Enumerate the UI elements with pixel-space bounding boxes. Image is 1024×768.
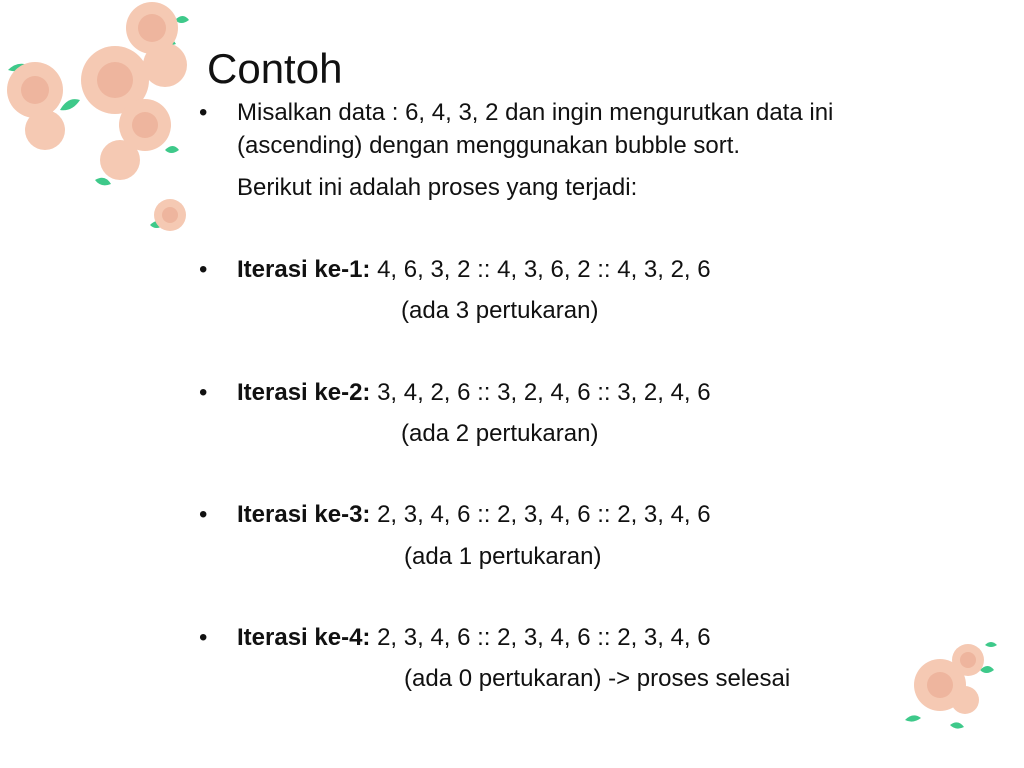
rose-decoration-top-left — [0, 0, 208, 245]
slide-title: Contoh — [207, 45, 343, 93]
bullet-marker: • — [199, 501, 208, 528]
intro-text-line-3: Berikut ini adalah proses yang terjadi: — [237, 174, 638, 201]
iteration-line — [237, 376, 711, 410]
iteration-sequence: 2, 3, 4, 6 :: 2, 3, 4, 6 :: 2, 3, 4, 6 — [370, 624, 711, 651]
iteration-label: Iterasi ke-2: — [237, 379, 371, 406]
rose-icon — [7, 2, 187, 231]
iteration-sequence: 3, 4, 2, 6 :: 3, 2, 4, 6 :: 3, 2, 4, 6 — [370, 379, 711, 406]
intro-text-line-2: (ascending) dengan menggunakan bubble sort. — [237, 132, 741, 159]
iteration-line — [237, 498, 711, 532]
rose-icon — [914, 644, 984, 714]
iteration-sequence: 2, 3, 4, 6 :: 2, 3, 4, 6 :: 2, 3, 4, 6 — [370, 501, 711, 528]
iteration-label: Iterasi ke-3: — [237, 501, 371, 528]
iteration-line — [237, 253, 711, 287]
bullet-marker: • — [199, 379, 208, 406]
iteration-label: Iterasi ke-4: — [237, 624, 371, 651]
bullet-marker: • — [199, 99, 208, 126]
rose-decoration-bottom-right — [900, 640, 1000, 735]
iteration-note: (ada 2 pertukaran) — [401, 420, 599, 447]
iteration-line — [237, 621, 711, 655]
iteration-note: (ada 1 pertukaran) — [404, 543, 602, 570]
iteration-note: (ada 3 pertukaran) — [401, 297, 599, 324]
iteration-sequence: 4, 6, 3, 2 :: 4, 3, 6, 2 :: 4, 3, 2, 6 — [370, 256, 711, 283]
bullet-marker: • — [199, 624, 208, 651]
intro-text-line-1: Misalkan data : 6, 4, 3, 2 dan ingin mengurutkan data ini — [237, 99, 834, 126]
iteration-label: Iterasi ke-1: — [237, 256, 371, 283]
iteration-note: (ada 0 pertukaran) -> proses selesai — [404, 665, 791, 692]
bullet-marker: • — [199, 256, 208, 283]
